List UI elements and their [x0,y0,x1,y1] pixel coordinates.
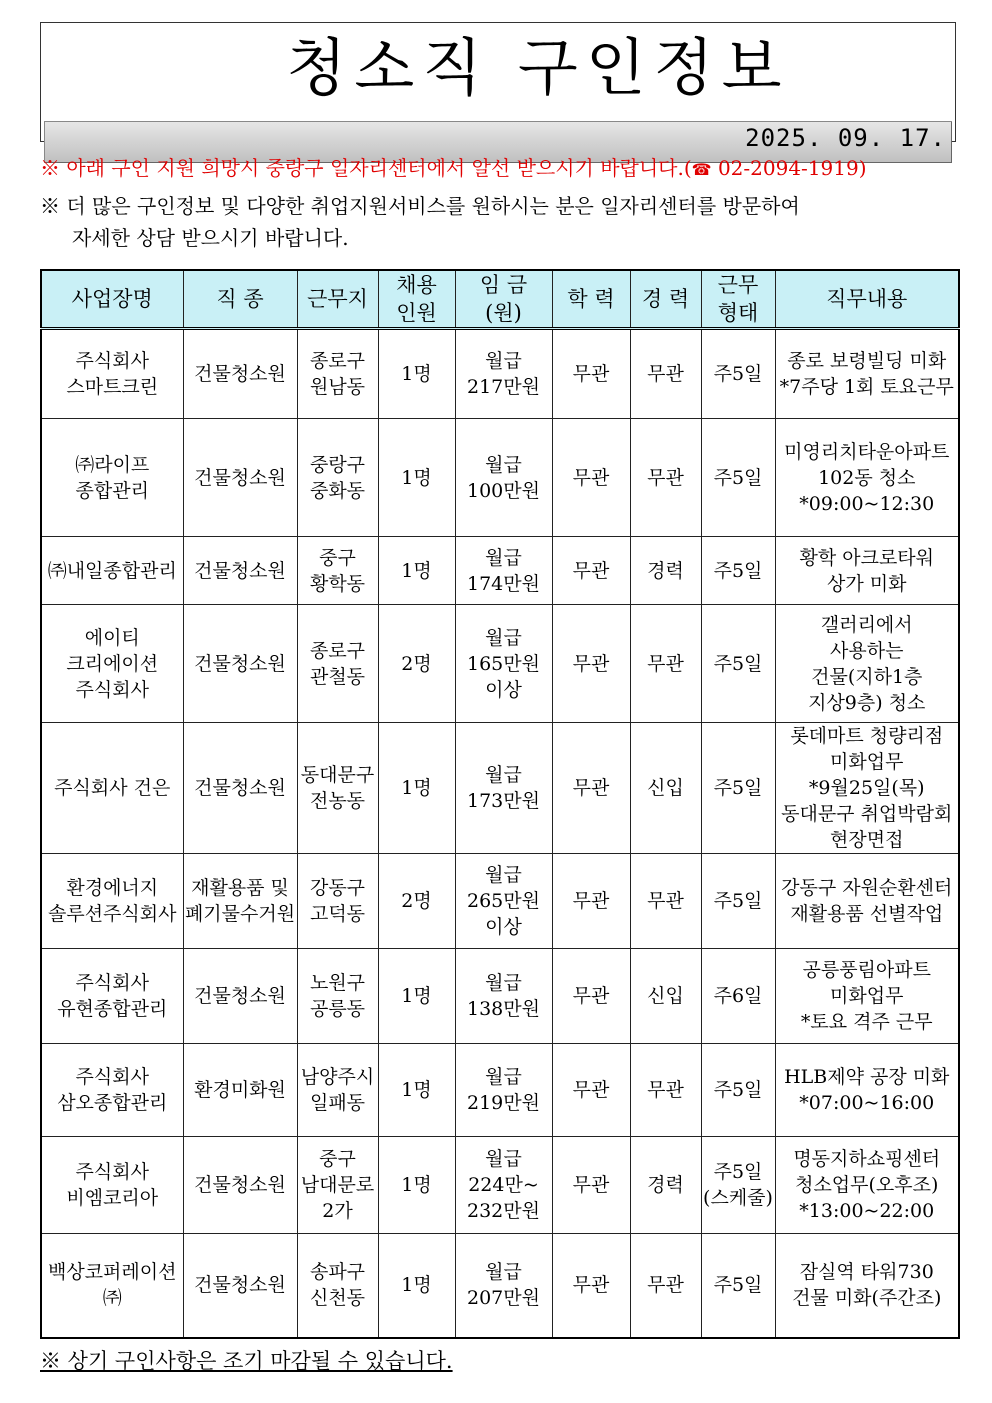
table-row [41,949,959,1044]
col-experience-cell: 신입 [630,723,701,854]
col-duties-cell: HLB제약 공장 미화 *07:00~16:00 [775,1044,959,1137]
col-business-name-cell: 주식회사 비엠코리아 [41,1137,183,1234]
col-experience-cell: 무관 [630,419,701,537]
table-row [41,854,959,949]
col-wage-cell: 월급 138만원 [455,949,552,1044]
col-duties-cell: 명동지하쇼핑센터 청소업무(오후조) *13:00~22:00 [775,1137,959,1234]
col-wage-cell: 월급 174만원 [455,537,552,605]
col-business-name-header: 사업장명 [41,270,183,329]
col-duties-cell: 롯데마트 청량리점 미화업무 *9월25일(목) 동대문구 취업박람회 현장면접 [775,723,959,854]
col-work-type-cell: 주6일 [701,949,775,1044]
col-location-header: 근무지 [297,270,378,329]
phone-icon: ☎ [691,160,712,179]
col-job-type-cell: 건물청소원 [183,1137,297,1234]
title-box [40,22,956,152]
col-wage-cell: 월급 224만~ 232만원 [455,1137,552,1234]
table-row [41,419,959,537]
col-location-cell: 남양주시 일패동 [297,1044,378,1137]
col-headcount-cell: 1명 [378,329,455,419]
page-title: 청소직 구인정보 [286,30,790,104]
table-row [41,329,959,419]
col-education-cell: 무관 [552,1044,630,1137]
col-experience-cell: 무관 [630,329,701,419]
col-work-type-cell: 주5일 [701,329,775,419]
col-experience-header: 경 력 [630,270,701,329]
col-experience-cell: 경력 [630,1137,701,1234]
col-work-type-cell: 주5일 [701,537,775,605]
col-education-cell: 무관 [552,949,630,1044]
col-location-cell: 종로구 관철동 [297,605,378,723]
col-education-cell: 무관 [552,1234,630,1338]
col-duties-cell: 종로 보령빌딩 미화 *7주당 1회 토요근무 [775,329,959,419]
col-education-header: 학 력 [552,270,630,329]
col-duties-cell: 잠실역 타워730 건물 미화(주간조) [775,1234,959,1338]
col-work-type-cell: 주5일 [701,1234,775,1338]
col-wage-header: 임 금 (원) [455,270,552,329]
col-wage-cell: 월급 219만원 [455,1044,552,1137]
col-education-cell: 무관 [552,419,630,537]
col-job-type-cell: 건물청소원 [183,723,297,854]
col-headcount-cell: 1명 [378,1234,455,1338]
col-wage-cell: 월급 173만원 [455,723,552,854]
col-education-cell: 무관 [552,537,630,605]
table-row [41,537,959,605]
col-duties-header: 직무내용 [775,270,959,329]
col-duties-cell: 강동구 자원순환센터 재활용품 선별작업 [775,854,959,949]
table-row [41,1234,959,1338]
col-headcount-cell: 2명 [378,854,455,949]
col-work-type-cell: 주5일 [701,605,775,723]
notice-referral: ※ 아래 구인 지원 희망시 중랑구 일자리센터에서 알선 받으시기 바랍니다.(☎ 02-2094-1919) [40,156,867,180]
col-experience-cell: 무관 [630,854,701,949]
col-experience-cell: 신입 [630,949,701,1044]
col-duties-cell: 갤러리에서 사용하는 건물(지하1층 지상9층) 청소 [775,605,959,723]
col-job-type-cell: 재활용품 및 폐기물수거원 [183,854,297,949]
col-headcount-cell: 2명 [378,605,455,723]
col-headcount-cell: 1명 [378,1137,455,1234]
col-headcount-cell: 1명 [378,537,455,605]
col-wage-cell: 월급 217만원 [455,329,552,419]
col-job-type-header: 직 종 [183,270,297,329]
col-headcount-cell: 1명 [378,949,455,1044]
col-job-type-cell: 건물청소원 [183,1234,297,1338]
col-work-type-cell: 주5일 [701,1044,775,1137]
table-row [41,1044,959,1137]
col-location-cell: 종로구 원남동 [297,329,378,419]
col-business-name-cell: 주식회사 유현종합관리 [41,949,183,1044]
col-education-cell: 무관 [552,605,630,723]
phone-number: 02-2094-1919) [717,156,867,180]
col-duties-cell: 황학 아크로타워 상가 미화 [775,537,959,605]
col-work-type-cell: 주5일 [701,723,775,854]
col-education-cell: 무관 [552,1137,630,1234]
col-wage-cell: 월급 207만원 [455,1234,552,1338]
col-experience-cell: 무관 [630,605,701,723]
col-headcount-cell: 1명 [378,723,455,854]
col-job-type-cell: 건물청소원 [183,419,297,537]
col-business-name-cell: 에이티 크리에이션 주식회사 [41,605,183,723]
col-education-cell: 무관 [552,329,630,419]
table-row [41,723,959,854]
col-headcount-cell: 1명 [378,419,455,537]
col-education-cell: 무관 [552,723,630,854]
col-business-name-cell: ㈜라이프 종합관리 [41,419,183,537]
col-experience-cell: 무관 [630,1044,701,1137]
col-location-cell: 중구 남대문로 2가 [297,1137,378,1234]
col-business-name-cell: 환경에너지 솔루션주식회사 [41,854,183,949]
table-header-row [41,270,959,329]
col-wage-cell: 월급 100만원 [455,419,552,537]
col-location-cell: 강동구 고덕동 [297,854,378,949]
col-job-type-cell: 건물청소원 [183,949,297,1044]
col-work-type-cell: 주5일 [701,419,775,537]
col-duties-cell: 공릉풍림아파트 미화업무 *토요 격주 근무 [775,949,959,1044]
col-work-type-header: 근무 형태 [701,270,775,329]
col-job-type-cell: 건물청소원 [183,605,297,723]
table-row [41,605,959,723]
col-business-name-cell: 주식회사 삼오종합관리 [41,1044,183,1137]
publish-date: 2025. 09. 17. [745,124,946,152]
notice-visit: ※ 더 많은 구인정보 및 다양한 취업지원서비스를 원하시는 분은 일자리센터를 방문하여 자세한 상담 받으시기 바랍니다. [40,194,800,250]
col-business-name-cell: 주식회사 건은 [41,723,183,854]
col-experience-cell: 경력 [630,537,701,605]
col-education-cell: 무관 [552,854,630,949]
col-experience-cell: 무관 [630,1234,701,1338]
col-duties-cell: 미영리치타운아파트 102동 청소 *09:00~12:30 [775,419,959,537]
col-wage-cell: 월급 165만원 이상 [455,605,552,723]
col-work-type-cell: 주5일 [701,854,775,949]
col-job-type-cell: 건물청소원 [183,329,297,419]
col-headcount-header: 채용 인원 [378,270,455,329]
col-location-cell: 송파구 신천동 [297,1234,378,1338]
col-job-type-cell: 건물청소원 [183,537,297,605]
col-business-name-cell: 백상코퍼레이션 ㈜ [41,1234,183,1338]
col-job-type-cell: 환경미화원 [183,1044,297,1137]
col-location-cell: 동대문구 전농동 [297,723,378,854]
col-location-cell: 중랑구 중화동 [297,419,378,537]
col-business-name-cell: ㈜내일종합관리 [41,537,183,605]
col-location-cell: 노원구 공릉동 [297,949,378,1044]
col-business-name-cell: 주식회사 스마트크린 [41,329,183,419]
table-row [41,1137,959,1234]
job-table [40,269,960,1339]
footer-notice: ※ 상기 구인사항은 조기 마감될 수 있습니다. [40,1349,453,1373]
col-headcount-cell: 1명 [378,1044,455,1137]
col-location-cell: 중구 황학동 [297,537,378,605]
col-wage-cell: 월급 265만원 이상 [455,854,552,949]
col-work-type-cell: 주5일 (스케줄) [701,1137,775,1234]
